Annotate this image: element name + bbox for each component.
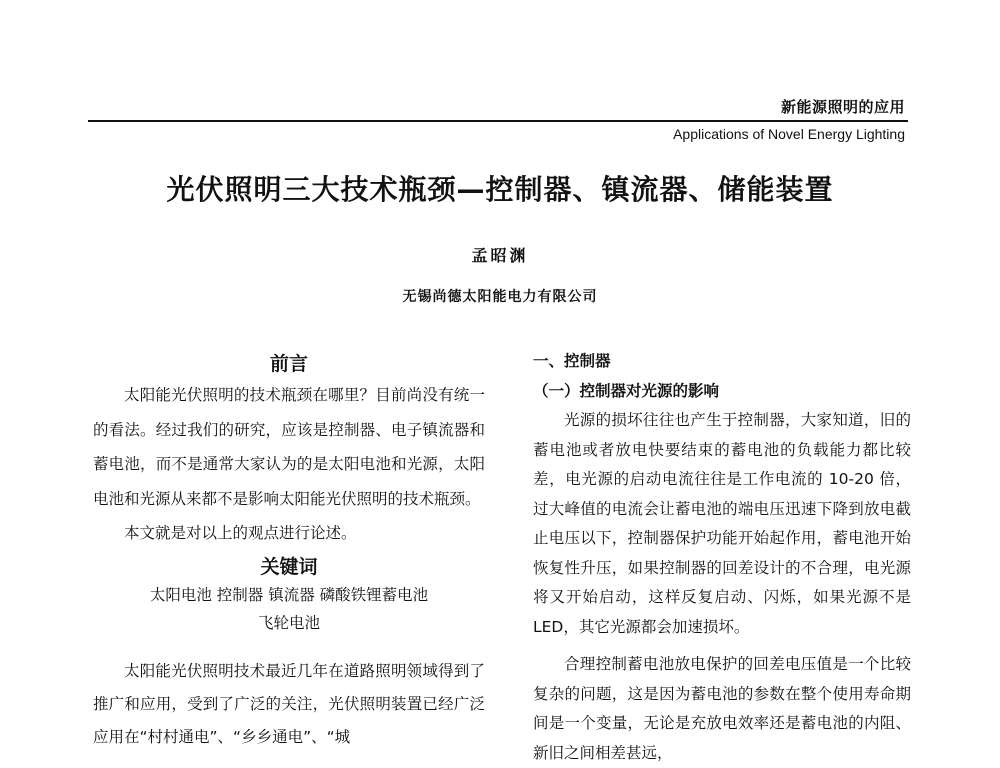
- affiliation: 无锡尚德太阳能电力有限公司: [402, 289, 598, 305]
- right-column: [533, 350, 911, 768]
- preface-summary: 本文就是对以上的观点进行论述。: [124, 524, 357, 542]
- header-section-cn: 新能源照明的应用: [780, 98, 905, 116]
- keywords-heading: 关键词: [260, 555, 318, 578]
- article-title: 光伏照明三大技术瓶颈—控制器、镇流器、储能装置: [166, 173, 834, 206]
- body-paragraph: 太阳能光伏照明技术最近几年在道路照明领域得到了推广和应用，受到了广泛的关注，光伏照明装置已经广泛应用在“村村通电”、“乡乡通电”、“城: [93, 661, 485, 746]
- section-heading: 一、控制器: [533, 352, 611, 370]
- body-paragraph: 合理控制蓄电池放电保护的回差电压值是一个比较复杂的问题，这是因为蓄电池的参数在整个使用寿命期间是一个变量，无论是充放电效率还是蓄电池的内阻、新旧之间相差甚远，: [533, 655, 911, 762]
- keywords-line-2: 飞轮电池: [257, 613, 320, 632]
- body-paragraph: 光源的损坏往往也产生于控制器，大家知道，旧的蓄电池或者放电快要结束的蓄电池的负载能力都比较差，电光源的启动电流往往是工作电流的 10-20 倍，过大峰值的电流会让蓄电池的端电压迅速下降到放电截止电压以下，控制器保护功能开始起作用，蓄电池开始恢复性升压，如果控制器的回差设计的不合理，电光源将又开始启动，这样反复启动、闪烁，如果光源不是 LED，其它光源都会加速损坏。: [533, 411, 911, 636]
- keywords-line-1: 太阳电池 控制器 镇流器 磷酸铁锂蓄电池: [149, 585, 429, 604]
- subsection-heading: （一）控制器对光源的影响: [533, 382, 720, 400]
- author: 孟昭渊: [471, 246, 529, 265]
- header-section-en: Applications of Novel Energy Lighting: [673, 126, 905, 142]
- preface-heading: 前言: [269, 353, 308, 375]
- left-column: [93, 350, 485, 754]
- header-rule: [88, 120, 908, 122]
- preface-paragraph: 太阳能光伏照明的技术瓶颈在哪里？目前尚没有统一的看法。经过我们的研究，应该是控制器、电子镇流器和蓄电池，而不是通常大家认为的是太阳电池和光源，太阳电池和光源从来都不是影响太阳能光伏照明的技术瓶颈。: [93, 386, 485, 508]
